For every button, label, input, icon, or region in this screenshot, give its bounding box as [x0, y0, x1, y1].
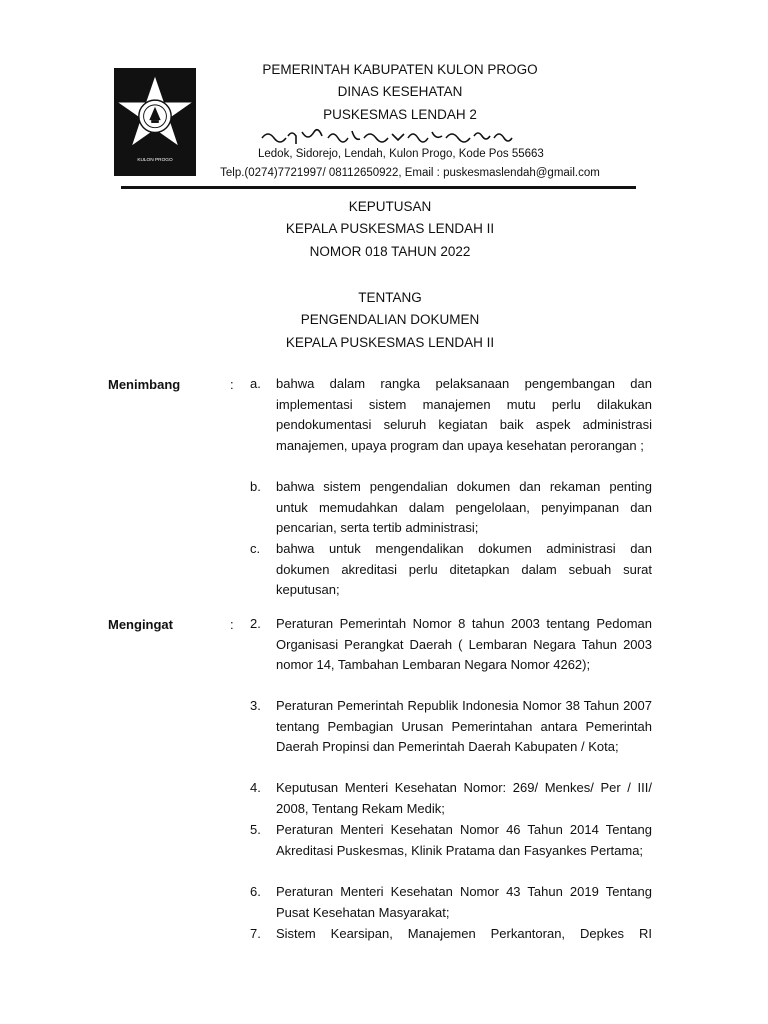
- office-address: Ledok, Sidorejo, Lendah, Kulon Progo, Kode Pos 55663: [258, 148, 544, 160]
- item-marker: 5.: [250, 822, 261, 837]
- item-text: Sistem Kearsipan, Manajemen Perkantoran, Depkes RI: [276, 926, 652, 941]
- item-marker: 7.: [250, 926, 261, 941]
- department-name: DINAS KESEHATAN: [337, 84, 463, 99]
- menimbang-item: [250, 374, 652, 456]
- item-marker: c.: [250, 541, 261, 556]
- item-text: Peraturan Pemerintah Republik Indonesia Nomor 38 Tahun 2007 tentang Pembagian Urusan Pemerintahan antara Pemerintah Daerah Propinsi dan Pemerintah Daerah Kabupaten / Kota;: [276, 698, 652, 755]
- item-text: Peraturan Menteri Kesehatan Nomor 43 Tahun 2019 Tentang Pusat Kesehatan Masyarakat;: [276, 884, 652, 920]
- logo-caption: KULON PROGO: [137, 158, 173, 163]
- mengingat-item: [250, 882, 652, 923]
- menimbang-label: Menimbang: [108, 377, 181, 392]
- decree-subject: PENGENDALIAN DOKUMEN: [300, 312, 480, 327]
- item-text: bahwa dalam rangka pelaksanaan pengembangan dan implementasi sistem manajemen mutu perlu dilakukan pendokumentasi seluruh kegiatan baik aspek administrasi manajemen, upaya program dan upaya kesehatan perorangan ;: [276, 376, 652, 453]
- javanese-script-name: [258, 126, 518, 148]
- shield-star-emblem: [116, 70, 194, 174]
- mengingat-item: [250, 696, 652, 758]
- decree-title: KEPUTUSAN: [348, 199, 432, 214]
- menimbang-item: [250, 539, 652, 601]
- menimbang-colon: :: [230, 377, 234, 392]
- item-marker: 2.: [250, 616, 261, 631]
- letterhead-divider: [121, 186, 636, 189]
- decree-number: NOMOR 018 TAHUN 2022: [309, 244, 471, 259]
- regency-logo: [114, 68, 196, 176]
- about-label: TENTANG: [358, 290, 422, 305]
- mengingat-item: [250, 924, 652, 945]
- item-marker: 3.: [250, 698, 261, 713]
- menimbang-item: [250, 477, 652, 539]
- decree-subject-issuer: KEPALA PUSKESMAS LENDAH II: [285, 335, 495, 350]
- mengingat-item: [250, 820, 652, 861]
- item-text: Keputusan Menteri Kesehatan Nomor: 269/ Menkes/ Per / III/ 2008, Tentang Rekam Medik;: [276, 780, 652, 816]
- item-text: bahwa sistem pengendalian dokumen dan rekaman penting untuk memudahkan dalam pengelolaan, penyimpanan dan pencarian, serta tertib administrasi;: [276, 479, 652, 536]
- mengingat-colon: :: [230, 617, 234, 632]
- item-marker: 4.: [250, 780, 261, 795]
- government-name: PEMERINTAH KABUPATEN KULON PROGO: [262, 62, 538, 77]
- item-text: Peraturan Pemerintah Nomor 8 tahun 2003 tentang Pedoman Organisasi Perangkat Daerah ( Lembaran Negara Tahun 2003 nomor 14, Tambahan Lembaran Negara Nomor 4262);: [276, 616, 652, 673]
- puskesmas-name: PUSKESMAS LENDAH 2: [323, 107, 477, 122]
- item-text: bahwa untuk mengendalikan dokumen administrasi dan dokumen akreditasi perlu ditetapkan dalam sebuah surat keputusan;: [276, 541, 652, 598]
- item-marker: a.: [250, 376, 261, 391]
- item-marker: b.: [250, 479, 261, 494]
- mengingat-item: [250, 778, 652, 819]
- decree-issuer: KEPALA PUSKESMAS LENDAH II: [285, 221, 495, 236]
- item-text: Peraturan Menteri Kesehatan Nomor 46 Tahun 2014 Tentang Akreditasi Puskesmas, Klinik Pratama dan Fasyankes Pertama;: [276, 822, 652, 858]
- mengingat-label: Mengingat: [108, 617, 173, 632]
- mengingat-item: [250, 614, 652, 676]
- office-contact: Telp.(0274)7721997/ 08112650922, Email : puskesmaslendah@gmail.com: [220, 167, 600, 179]
- item-marker: 6.: [250, 884, 261, 899]
